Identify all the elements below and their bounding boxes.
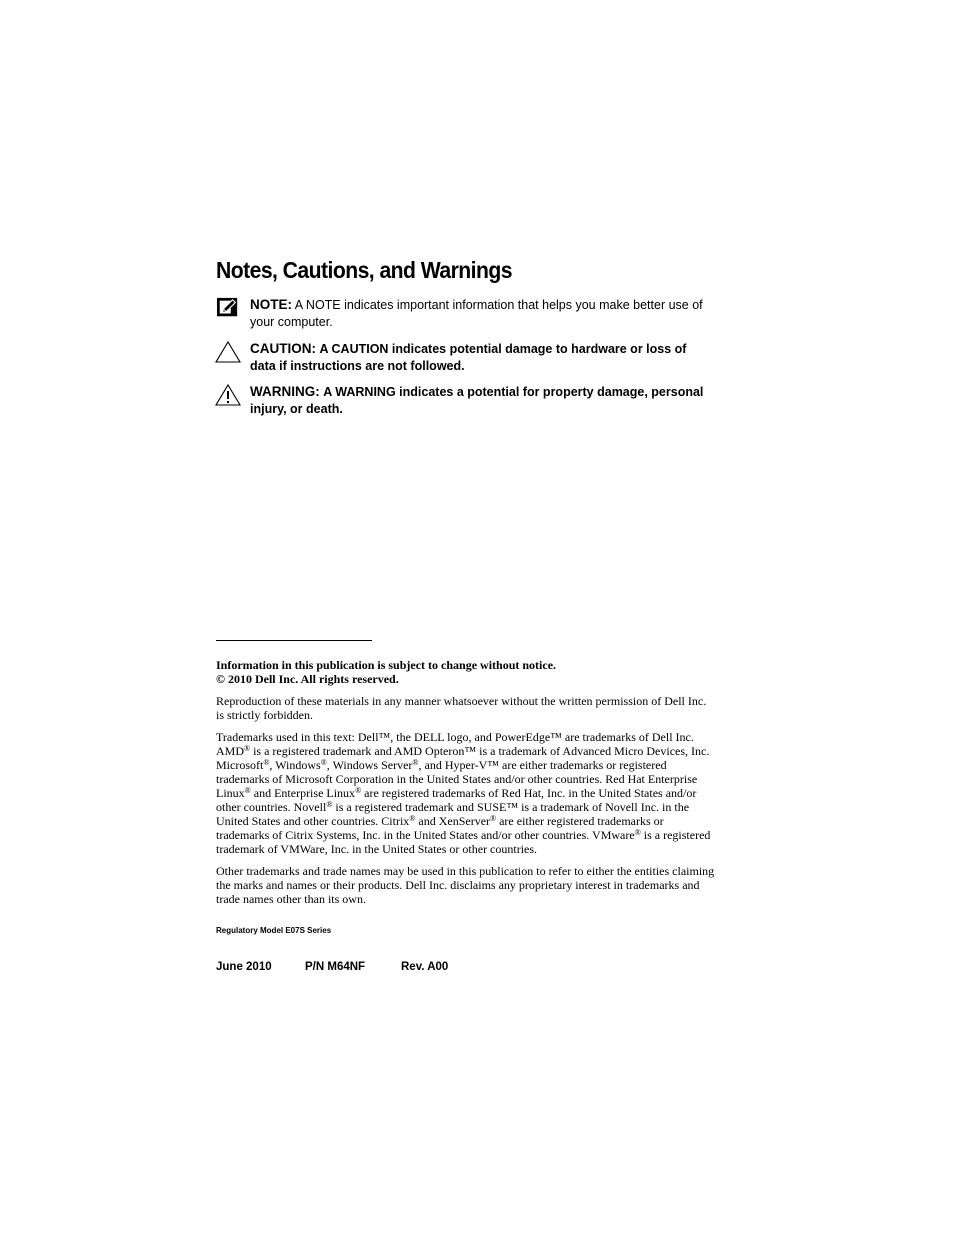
change-notice-line: Information in this publication is subject to change without notice. bbox=[216, 658, 557, 672]
copyright-line: © 2010 Dell Inc. All rights reserved. bbox=[216, 672, 399, 686]
trademarks-paragraph bbox=[216, 730, 716, 856]
warning-triangle-icon bbox=[215, 383, 241, 407]
reproduction-paragraph bbox=[216, 694, 716, 722]
warning-text: A WARNING indicates a potential for property damage, personal injury, or death. bbox=[250, 385, 704, 416]
page-title: Notes, Cautions, and Warnings bbox=[216, 257, 512, 283]
caution-text: A CAUTION indicates potential damage to hardware or loss of data if instructions are not followed. bbox=[250, 342, 687, 373]
divider bbox=[216, 640, 372, 641]
caution-triangle-icon bbox=[215, 340, 241, 364]
trademarks-text: Trademarks used in this text: Dell™, the DELL logo, and PowerEdge™ are trademarks of Dell Inc. AMD® is a registered trademark and AMD Opteron™ is a trademark of Advanced Micro Devices, Inc. Microsoft®, Windows®, Windows Server®, and Hyper-V™ are either trademarks or registered trademarks of Microsoft Corporation in the United States and/or other countries. Red Hat Enterprise Linux® and Enterprise Linux® are registered trademarks of Red Hat, Inc. in the United States and/or other countries. Novell® is a registered trademark and SUSE™ is a trademark of Novell Inc. in the United States and other countries. Citrix® and XenServer® are either registered trademarks or trademarks of Citrix Systems, Inc. in the United States and/or other countries. VMware® is a registered trademark of VMWare, Inc. in the United States or other countries. bbox=[216, 730, 711, 856]
caution-label: CAUTION: bbox=[250, 341, 316, 356]
change-notice bbox=[216, 658, 716, 686]
note-label: NOTE: bbox=[250, 297, 292, 312]
warning-label: WARNING: bbox=[250, 384, 320, 399]
reproduction-text: Reproduction of these materials in any manner whatsoever without the written permission of Dell Inc. is strictly forbidden. bbox=[216, 694, 707, 722]
other-trademarks-text: Other trademarks and trade names may be used in this publication to refer to either the entities claiming the marks and names or their products. Dell Inc. disclaims any proprietary interest in trademarks and trade names other than its own. bbox=[216, 864, 715, 906]
part-number: P/N M64NF bbox=[305, 961, 366, 973]
note-pencil-icon bbox=[216, 297, 240, 319]
other-trademarks-paragraph bbox=[216, 864, 716, 906]
publication-date: June 2010 bbox=[216, 961, 272, 973]
revision: Rev. A00 bbox=[401, 961, 449, 973]
note-text: A NOTE indicates important information that helps you make better use of your computer. bbox=[250, 298, 703, 329]
regulatory-model: Regulatory Model E07S Series bbox=[216, 926, 332, 935]
